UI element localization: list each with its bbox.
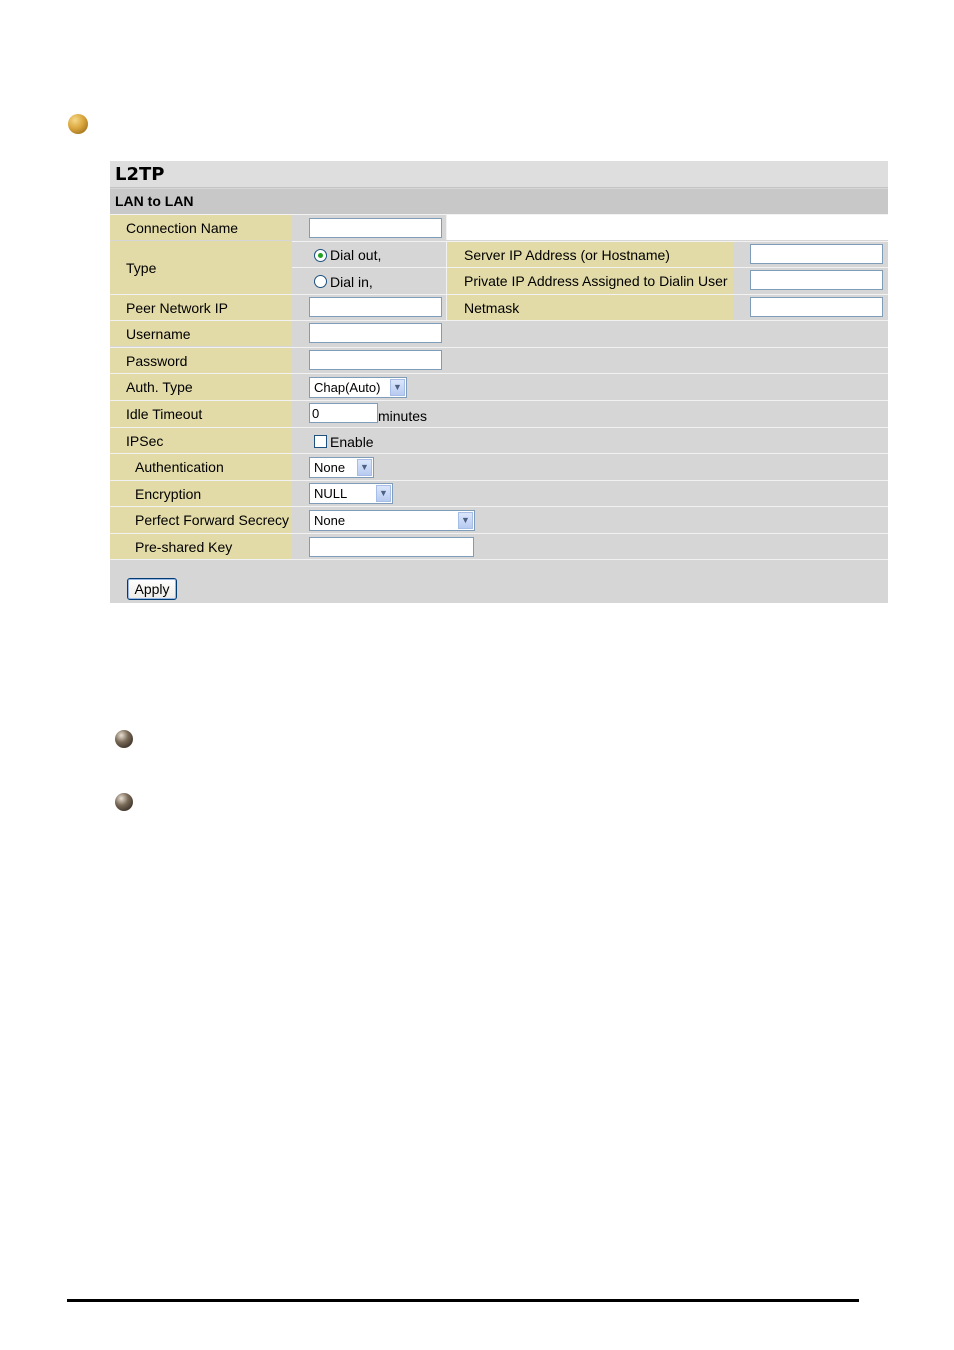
auth-type-label: Auth. Type [110, 374, 292, 400]
dial-out-radio[interactable] [314, 249, 327, 262]
psk-input[interactable] [309, 537, 474, 557]
row-authentication [110, 453, 888, 480]
dial-in-label: Dial in, [330, 274, 373, 290]
row-apply [110, 559, 888, 603]
dark-bullet-icon [115, 730, 133, 748]
chevron-down-icon: ▼ [357, 459, 372, 476]
connection-name-label: Connection Name [110, 215, 292, 240]
password-label: Password [110, 348, 292, 373]
pfs-select[interactable] [309, 510, 475, 531]
authentication-label: Authentication [110, 454, 292, 480]
netmask-input[interactable] [750, 297, 883, 317]
row-ipsec [110, 427, 888, 453]
username-label: Username [110, 321, 292, 346]
authentication-select[interactable] [309, 457, 374, 478]
password-input[interactable] [309, 350, 442, 370]
encryption-select[interactable] [309, 483, 393, 504]
ipsec-enable-label: Enable [330, 434, 374, 450]
chevron-down-icon: ▼ [376, 485, 391, 502]
dial-in-radio[interactable] [314, 275, 327, 288]
type-label: Type [110, 241, 292, 294]
apply-button[interactable]: Apply [127, 578, 177, 600]
dark-bullet-icon [115, 793, 133, 811]
row-auth-type [110, 373, 888, 400]
row-connection-name [110, 214, 888, 240]
row-password [110, 347, 888, 373]
encryption-label: Encryption [110, 481, 292, 506]
peer-network-ip-input[interactable] [309, 297, 442, 317]
auth-type-value: Chap(Auto) [314, 380, 381, 395]
footer-rule [67, 1299, 859, 1302]
gold-bullet-icon [68, 114, 88, 134]
private-ip-input[interactable] [750, 270, 883, 290]
netmask-label: Netmask [447, 295, 733, 320]
pfs-value: None [314, 513, 346, 528]
ipsec-label: IPSec [110, 428, 292, 453]
l2tp-panel [110, 161, 888, 603]
chevron-down-icon: ▼ [390, 379, 405, 396]
ipsec-enable-checkbox[interactable] [314, 435, 327, 448]
encryption-value: NULL [314, 486, 348, 501]
psk-label: Pre-shared Key [110, 534, 292, 559]
row-username [110, 320, 888, 346]
idle-timeout-input[interactable] [309, 403, 378, 423]
username-input[interactable] [309, 323, 442, 343]
row-encryption [110, 480, 888, 506]
server-ip-label: Server IP Address (or Hostname) [447, 242, 733, 267]
row-psk [110, 533, 888, 559]
connection-name-input[interactable] [309, 218, 442, 238]
peer-network-ip-label: Peer Network IP [110, 295, 292, 320]
chevron-down-icon: ▼ [458, 512, 473, 529]
dial-out-label: Dial out, [330, 247, 382, 263]
private-ip-label: Private IP Address Assigned to Dialin User [447, 268, 733, 294]
row-idle-timeout [110, 400, 888, 427]
row-pfs [110, 506, 888, 533]
panel-title: L2TP [110, 161, 888, 188]
pfs-label: Perfect Forward Secrecy [110, 507, 292, 533]
auth-type-select[interactable] [309, 377, 407, 398]
server-ip-input[interactable] [750, 244, 883, 264]
idle-timeout-label: Idle Timeout [110, 401, 292, 427]
row-peer-network-ip [110, 294, 888, 320]
panel-subtitle: LAN to LAN [110, 189, 888, 214]
idle-timeout-unit: minutes [378, 408, 428, 424]
authentication-value: None [314, 460, 346, 475]
